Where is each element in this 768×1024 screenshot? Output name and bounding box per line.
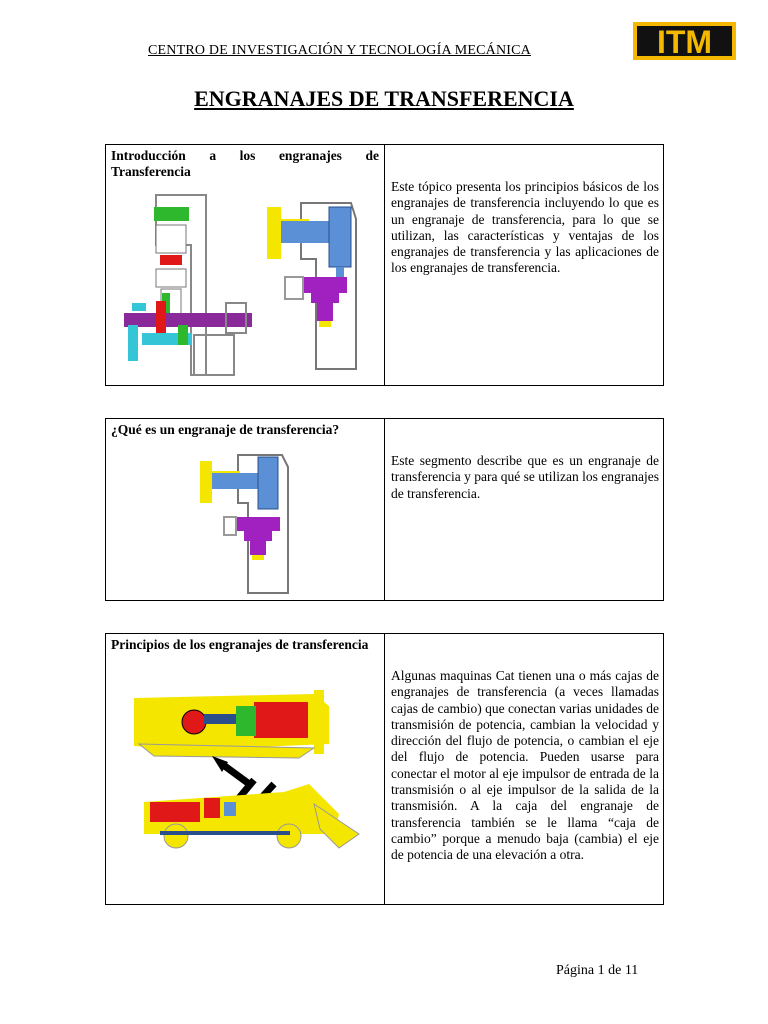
document-title: ENGRANAJES DE TRANSFERENCIA <box>194 86 574 111</box>
section-what-is-right <box>385 419 663 600</box>
section-intro-left <box>106 145 385 385</box>
section-what-is-left <box>106 419 385 600</box>
section-intro-description: Este tópico presenta los principios básicos de los engranajes de transferencia incluyendo lo que es un engranaje de transferencia, para lo que se utilizan, las características y ventajas de los engranajes de transferencia y las aplicaciones de los engranajes de transferencia. <box>391 179 659 276</box>
transfer-gear-section-image <box>261 199 379 377</box>
transfer-gear-cutaway-image <box>116 185 256 385</box>
section-principles-description: Algunas maquinas Cat tienen una o más cajas de engranajes de transferencia (a veces llamadas cajas de cambio) que conectan varias unidades de transmisión de potencia, cambian la velocidad y dirección del flujo de potencia, o cambian el eje del flujo de potencia. Pueden usarse para conectar el motor al eje impulsor de entrada de la transmisión o al eje impulsor de la salida de la transmisión. A la caja del engranaje de transferencia también se le llama “caja de cambio” porque a menudo baja (cambia) el eje de potencia de una elevación a otra. <box>391 668 660 863</box>
page-number: Página 1 de 11 <box>556 963 639 978</box>
section-intro <box>105 144 664 386</box>
section-what-is-heading: ¿Qué es un engranaje de transferencia? <box>111 422 340 437</box>
section-intro-heading: Introducción a los engranajes de Transferencia <box>111 148 379 179</box>
svg-text:ITM: ITM <box>656 24 713 60</box>
section-principles-right <box>385 634 663 904</box>
center-name: CENTRO DE INVESTIGACIÓN Y TECNOLOGÍA MECÁNICA <box>148 43 531 58</box>
section-intro-right <box>385 145 663 385</box>
machines-powertrain-image <box>124 684 379 854</box>
section-principles-heading: Principios de los engranajes de transferencia <box>111 637 369 652</box>
section-what-is <box>105 418 664 601</box>
section-principles-left <box>106 634 385 904</box>
transfer-gear-diagram-image <box>196 453 311 598</box>
section-principles <box>105 633 664 905</box>
itm-logo <box>633 22 736 60</box>
section-what-is-description: Este segmento describe que es un engranaje de transferencia y para qué se utilizan los engranajes de transferencia. <box>391 453 660 501</box>
